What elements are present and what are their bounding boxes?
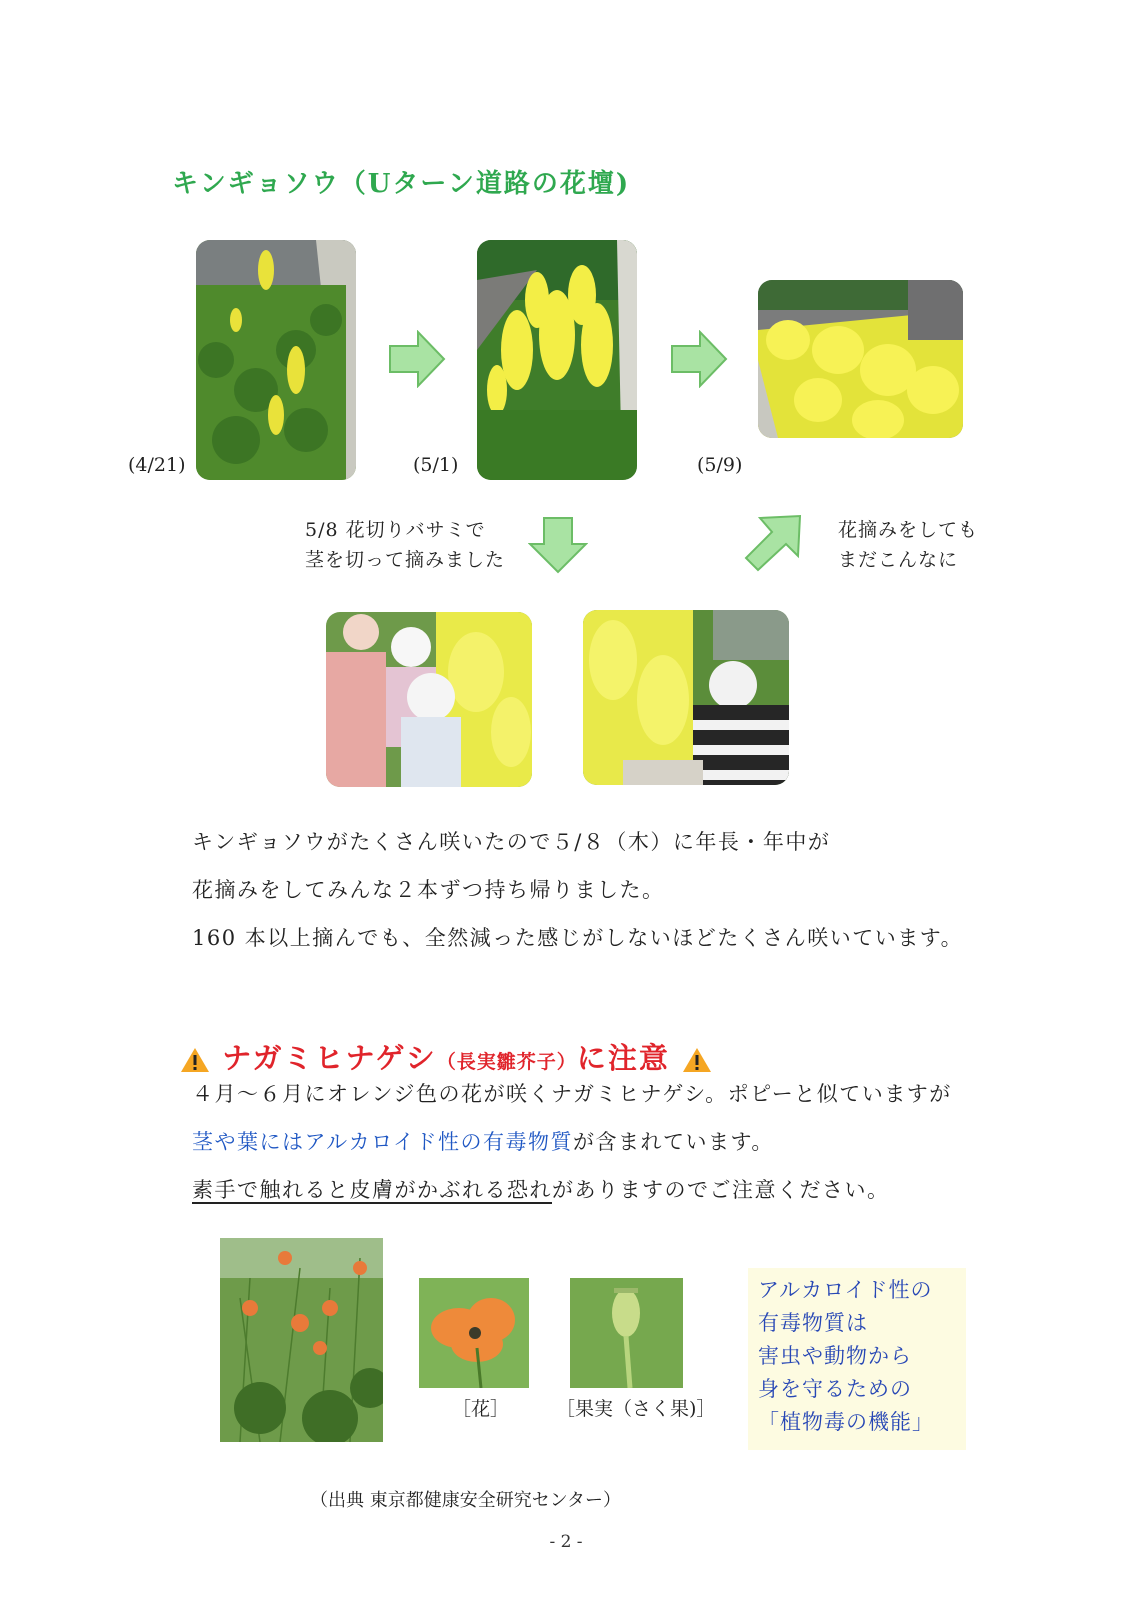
warning-line-1: ４月〜６月にオレンジ色の花が咲くナガミヒナゲシ。ポピーと似ていますが: [192, 1082, 952, 1106]
paragraph-line-1: キンギョソウがたくさん咲いたので５/８（木）に年長・年中が: [192, 830, 831, 854]
info-box-line-4: 身を守るための: [758, 1377, 912, 1401]
warning-line-2-rest: が含まれています。: [573, 1130, 774, 1154]
photo-kingyoso-0501: [477, 240, 637, 480]
arrow-up-right-icon: [744, 514, 802, 572]
warning-line-3: [192, 1174, 890, 1204]
warning-icon: [682, 1046, 712, 1074]
section-title-kingyoso: キンギョソウ（Uターン道路の花壇): [172, 169, 631, 199]
warning-title-main: ナガミヒナゲシ: [222, 1041, 437, 1075]
warning-line-3-underlined: 素手で触れると皮膚がかぶれる恐れ: [192, 1178, 552, 1202]
warning-line-3-rest: がありますのでご注意ください。: [552, 1178, 890, 1202]
info-box-line-1: アルカロイド性の: [758, 1278, 933, 1302]
caption-date-1: (4/21): [128, 454, 186, 476]
warning-title-sub: （長実雛芥子）: [436, 1051, 577, 1073]
info-box-line-3: 害虫や動物から: [758, 1344, 912, 1368]
photo-nagami-fruit: [570, 1278, 683, 1388]
note-cutting-line2: 茎を切って摘みました: [305, 549, 506, 571]
warning-icon: [180, 1046, 210, 1074]
photo-kingyoso-0509: [758, 280, 963, 438]
paragraph-line-3: 160 本以上摘んでも、全然減った感じがしないほどたくさん咲いています。: [192, 926, 964, 950]
note-cutting: [305, 515, 505, 575]
arrow-down-icon: [528, 516, 588, 574]
photo-nagami-field: [220, 1238, 383, 1442]
caption-fruit: ［果実（さく果)］: [556, 1398, 716, 1420]
paragraph-line-2: 花摘みをしてみんな２本ずつ持ち帰りました。: [192, 878, 665, 902]
caption-date-3: (5/9): [697, 454, 743, 476]
warning-line-2-highlight: 茎や葉にはアルカロイド性の有毒物質: [192, 1130, 574, 1154]
info-box-line-5: 「植物毒の機能」: [758, 1410, 934, 1434]
photo-children-picking-2: [583, 610, 789, 785]
note-cutting-line1: 5/8 花切りバサミで: [305, 519, 486, 541]
page-number: - 2 -: [549, 1532, 583, 1552]
arrow-right-icon: [388, 330, 446, 388]
warning-title-end: に注意: [576, 1041, 670, 1075]
warning-line-2: [192, 1126, 774, 1156]
info-box-line-2: 有毒物質は: [758, 1311, 868, 1335]
info-box-plant-toxin: [748, 1268, 966, 1450]
section-title-nagami-warning: [180, 1036, 712, 1077]
photo-kingyoso-0421: [196, 240, 356, 480]
caption-date-2: (5/1): [413, 454, 459, 476]
note-still-blooming: [838, 515, 978, 575]
note-still-line2: まだこんなに: [838, 549, 959, 571]
photo-children-picking-1: [326, 612, 532, 787]
source-credit: （出典 東京都健康安全研究センター）: [310, 1490, 621, 1511]
note-still-line1: 花摘みをしても: [838, 519, 979, 541]
arrow-right-icon: [670, 330, 728, 388]
caption-flower: ［花］: [452, 1398, 510, 1420]
photo-nagami-flower: [419, 1278, 529, 1388]
